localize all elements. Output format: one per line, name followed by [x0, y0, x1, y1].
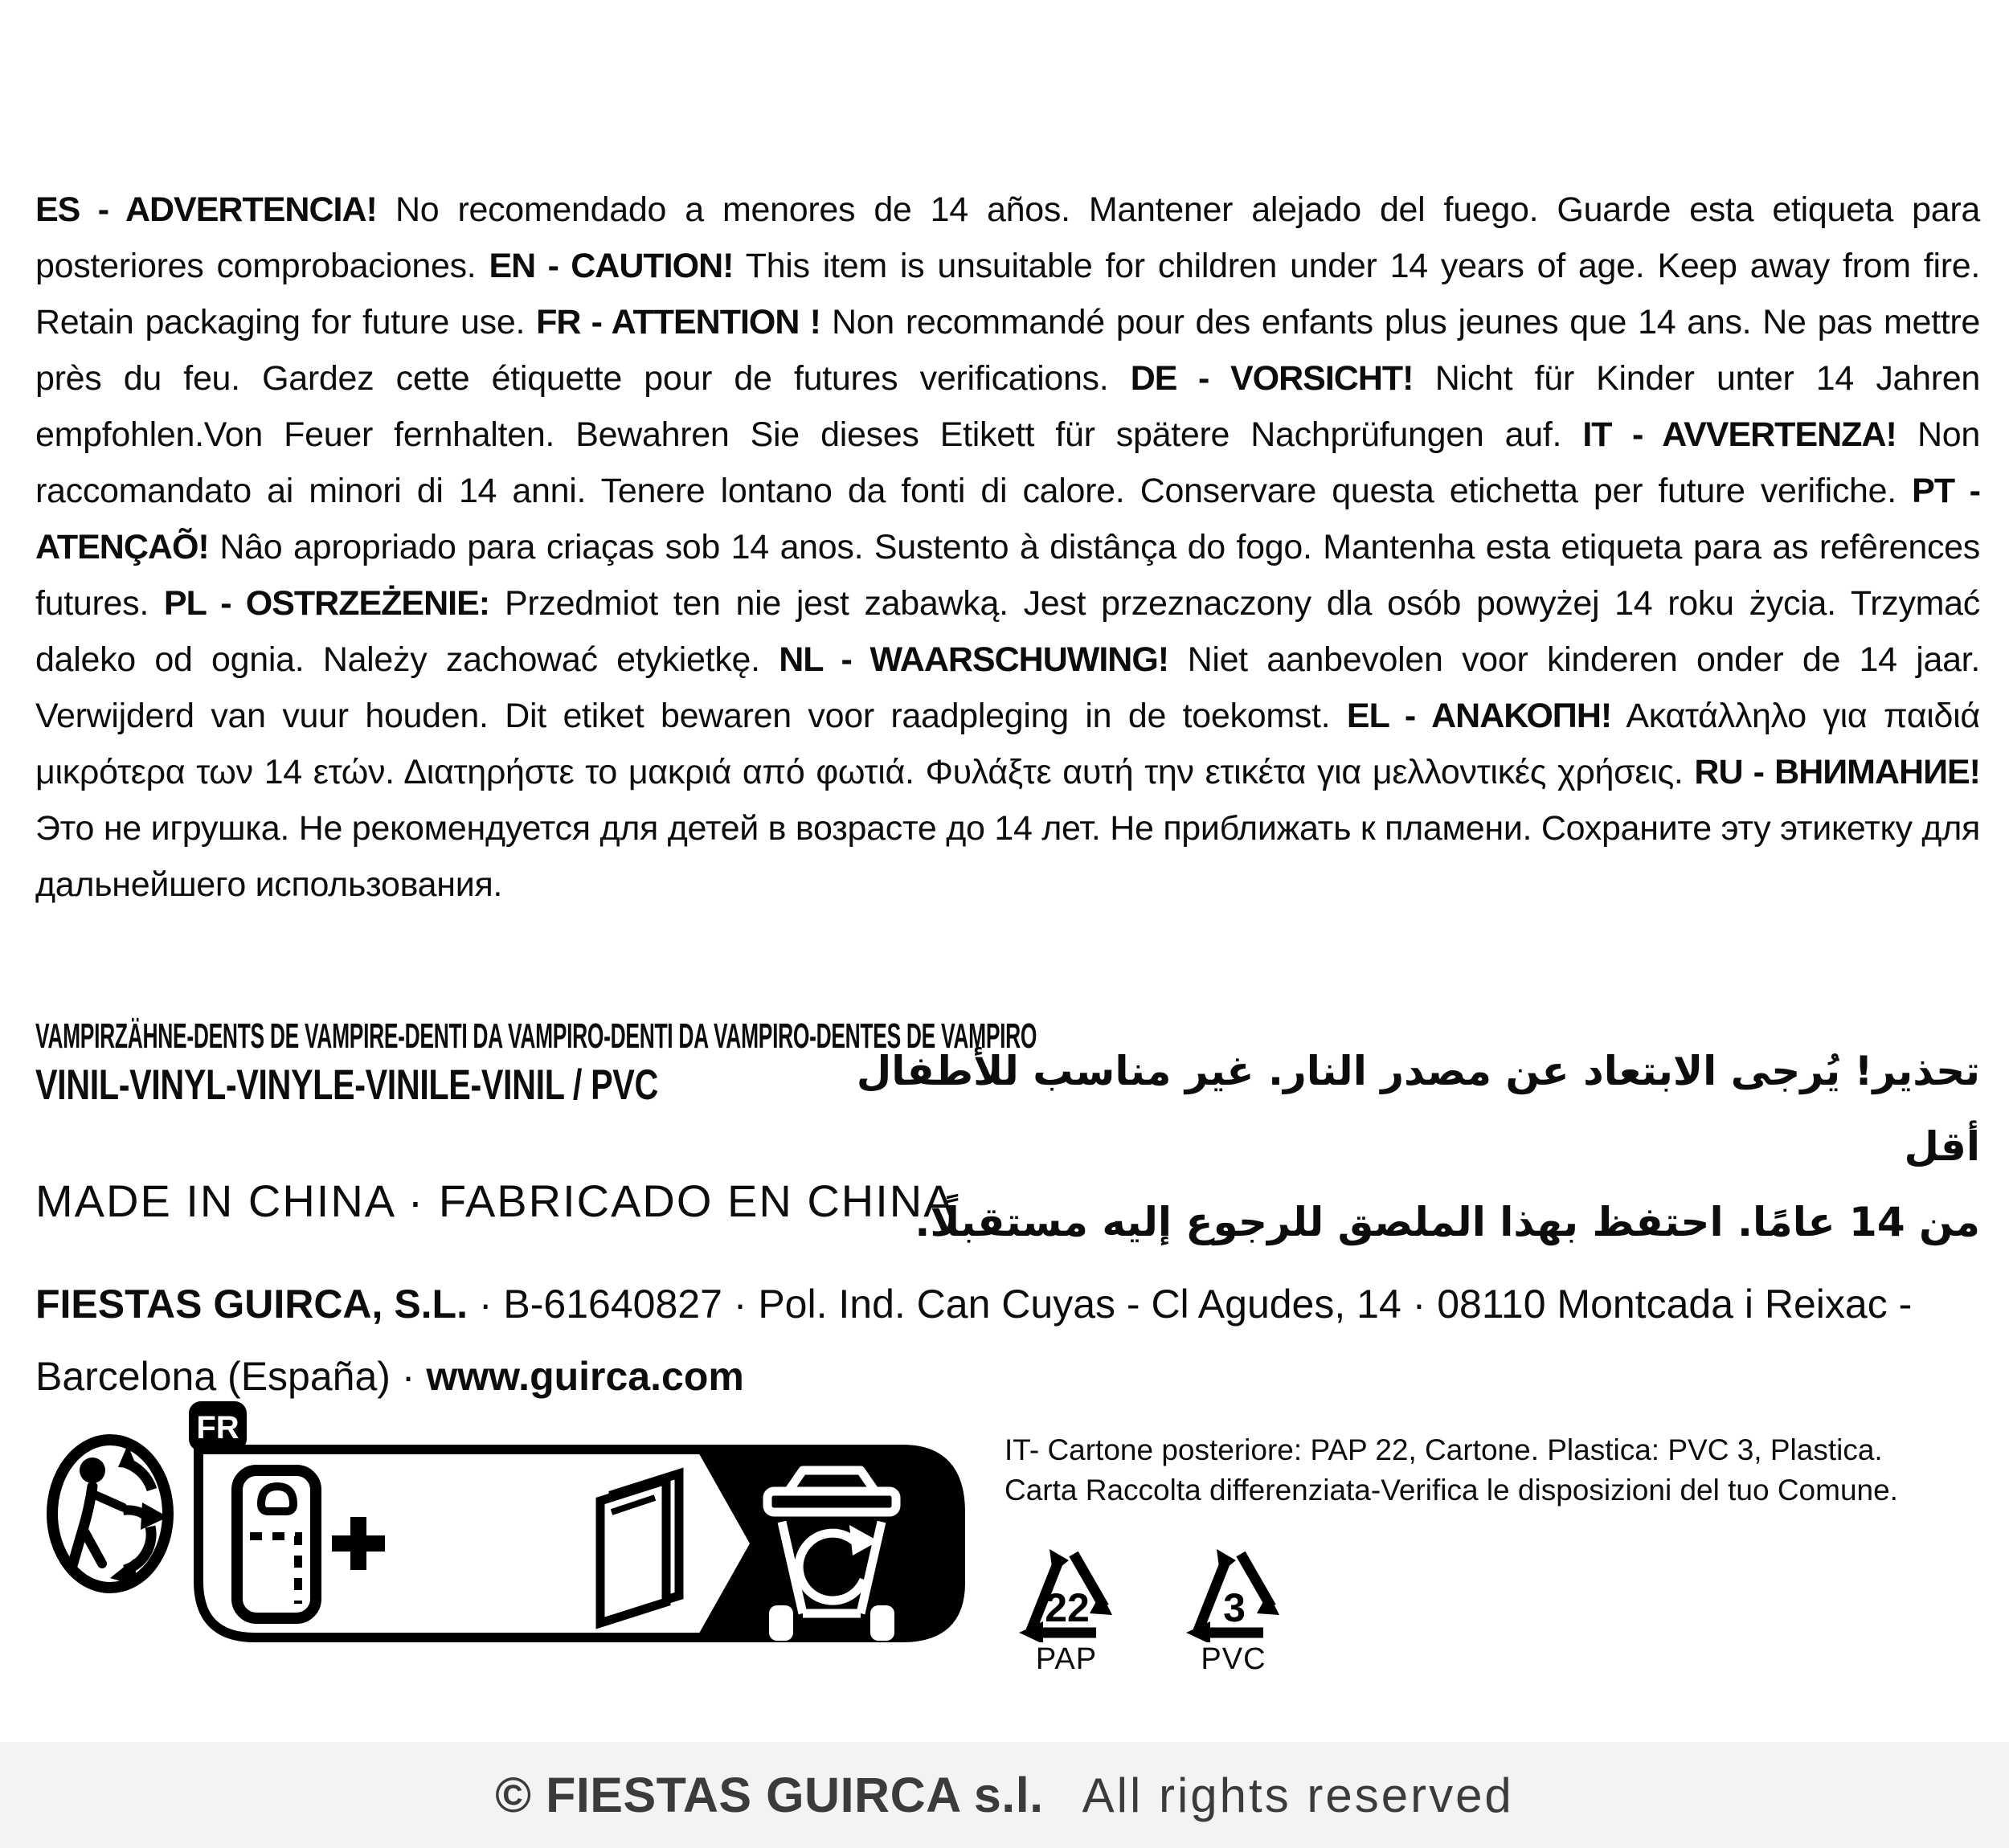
fr-sorting-info-icon [187, 1400, 991, 1649]
copyright-bar [0, 1742, 2009, 1848]
lang-tag-ru: RU - ВНИМАНИЕ! [1694, 753, 1980, 791]
multilingual-warning-paragraph [35, 182, 1980, 913]
rights-text: All rights reserved [1082, 1768, 1514, 1822]
lang-tag-el: EL - ΑΝΑΚΟΠΗ! [1346, 697, 1612, 735]
warning-text-fr: Non recommandé pour des enfants plus jeunes que 14 ans. Ne pas mettre près du feu. Gardez cette étiquette pour de futures verifications. [35, 303, 1981, 398]
lang-tag-es: ES - ADVERTENCIA! [35, 190, 377, 229]
material-code-number: 3 [1223, 1585, 1246, 1630]
warning-text-pl: Przedmiot ten nie jest zabawką. Jest przeznaczony dla osób powyżej 14 roku życia. Trzymać daleko od ognia. Należy zachować etykietkę. [35, 584, 1980, 679]
material-code-label: PAP [1035, 1642, 1098, 1676]
warning-text-ru: Это не игрушка. Не рекомендуется для детей в возрасте до 14 лет. Не приближать к пламени. Сохраните эту этикетку для дальнейшего использования. [35, 809, 1980, 904]
fr-tab-label: FR [196, 1410, 239, 1445]
lang-tag-pt: PT - ATENÇAÕ! [35, 472, 1980, 566]
product-name-translations: VAMPIRZÄHNE-DENTS DE VAMPIRE-DENTI DA VAMPIRO-DENTI DA VAMPIRO-DENTES DE VAMPIRO [35, 1016, 1037, 1056]
lang-tag-it: IT - AVVERTENZA! [1582, 415, 1896, 454]
arabic-warning-line1: تحذير! يُرجى الابتعاد عن مصدر النار. غير مناسب للأطفال أقل [856, 1048, 1980, 1170]
it-recycling-note-line2: Carta Raccolta differenziata-Verifica le disposizioni del tuo Comune. [1004, 1474, 1898, 1507]
material-codes [1006, 1531, 1294, 1677]
recycle-triangle-icon [1173, 1531, 1294, 1642]
lang-tag-nl: NL - WAARSCHUWING! [779, 640, 1169, 679]
plus-icon [332, 1517, 385, 1570]
company-address [35, 1268, 1940, 1413]
warning-text-nl: Niet aanbevolen voor kinderen onder de 14 jaar. Verwijderd van vuur houden. Dit etiket bewaren voor raadpleging in de toekomst. [35, 640, 1980, 735]
lang-tag-en: EN - CAUTION! [489, 247, 734, 285]
material-code-pap [1006, 1531, 1127, 1677]
arabic-warning [807, 1033, 1980, 1260]
warning-text-de: Nicht für Kinder unter 14 Jahren empfohlen.Von Feuer fernhalten. Bewahren Sie dieses Etikett für spätere Nachprüfungen auf. [35, 359, 1981, 454]
warning-text-pt: Nâo apropriado para criaças sob 14 anos. Sustento à distânça do fogo. Mantenha esta etiqueta para as refêrences futures. [35, 528, 1980, 623]
recycle-triangle-icon [1006, 1531, 1127, 1642]
company-website: www.guirca.com [426, 1354, 744, 1399]
lang-tag-pl: PL - OSTRZEŻENIE: [163, 584, 490, 623]
warning-text-it: Non raccomandato ai minori di 14 anni. Tenere lontano da fonti di calore. Conservare questa etichetta per future verifiche. [35, 415, 1980, 510]
company-details: · B-61640827 · Pol. Ind. Can Cuyas - Cl Agudes, 14 · 08110 Montcada i Reixac - Barcelona (España) · [35, 1282, 1913, 1399]
it-recycling-note [1004, 1430, 1898, 1511]
blister-card-icon [237, 1470, 316, 1618]
arabic-warning-line2: من 14 عامًا. احتفظ بهذا الملصق للرجوع إليه مستقبلًا. [914, 1199, 1980, 1245]
warning-text-el: Ακατάλληλο για παιδιά μικρότερα των 14 ετών. Διατηρήστε το μακριά από φωτιά. Φυλάξτε αυτή την ετικέτα για μελλοντικές χρήσεις. [35, 697, 1980, 791]
warning-text-es: No recomendado a menores de 14 años. Mantener alejado del fuego. Guarde esta etiqueta para posteriores comprobaciones. [35, 190, 1980, 285]
lang-tag-de: DE - VORSICHT! [1130, 359, 1414, 398]
warning-text-en: This item is unsuitable for children under 14 years of age. Keep away from fire. Retain packaging for future use. [35, 247, 1980, 341]
copyright-text: © FIESTAS GUIRCA s.l. [495, 1768, 1044, 1822]
it-recycling-note-line1: IT- Cartone posteriore: PAP 22, Cartone. Plastica: PVC 3, Plastica. [1004, 1433, 1883, 1466]
product-material-line: VINIL-VINYL-VINYLE-VINILE-VINIL / PVC [35, 1061, 658, 1109]
lang-tag-fr: FR - ATTENTION ! [536, 303, 820, 341]
company-name: FIESTAS GUIRCA, S.L. [35, 1282, 468, 1327]
material-code-pvc [1173, 1531, 1294, 1677]
material-code-number: 22 [1045, 1585, 1090, 1630]
plastic-film-icon [600, 1474, 679, 1623]
made-in-line: MADE IN CHINA · FABRICADO EN CHINA [35, 1175, 955, 1226]
material-code-label: PVC [1201, 1642, 1266, 1676]
triman-recycling-icon [44, 1432, 181, 1597]
